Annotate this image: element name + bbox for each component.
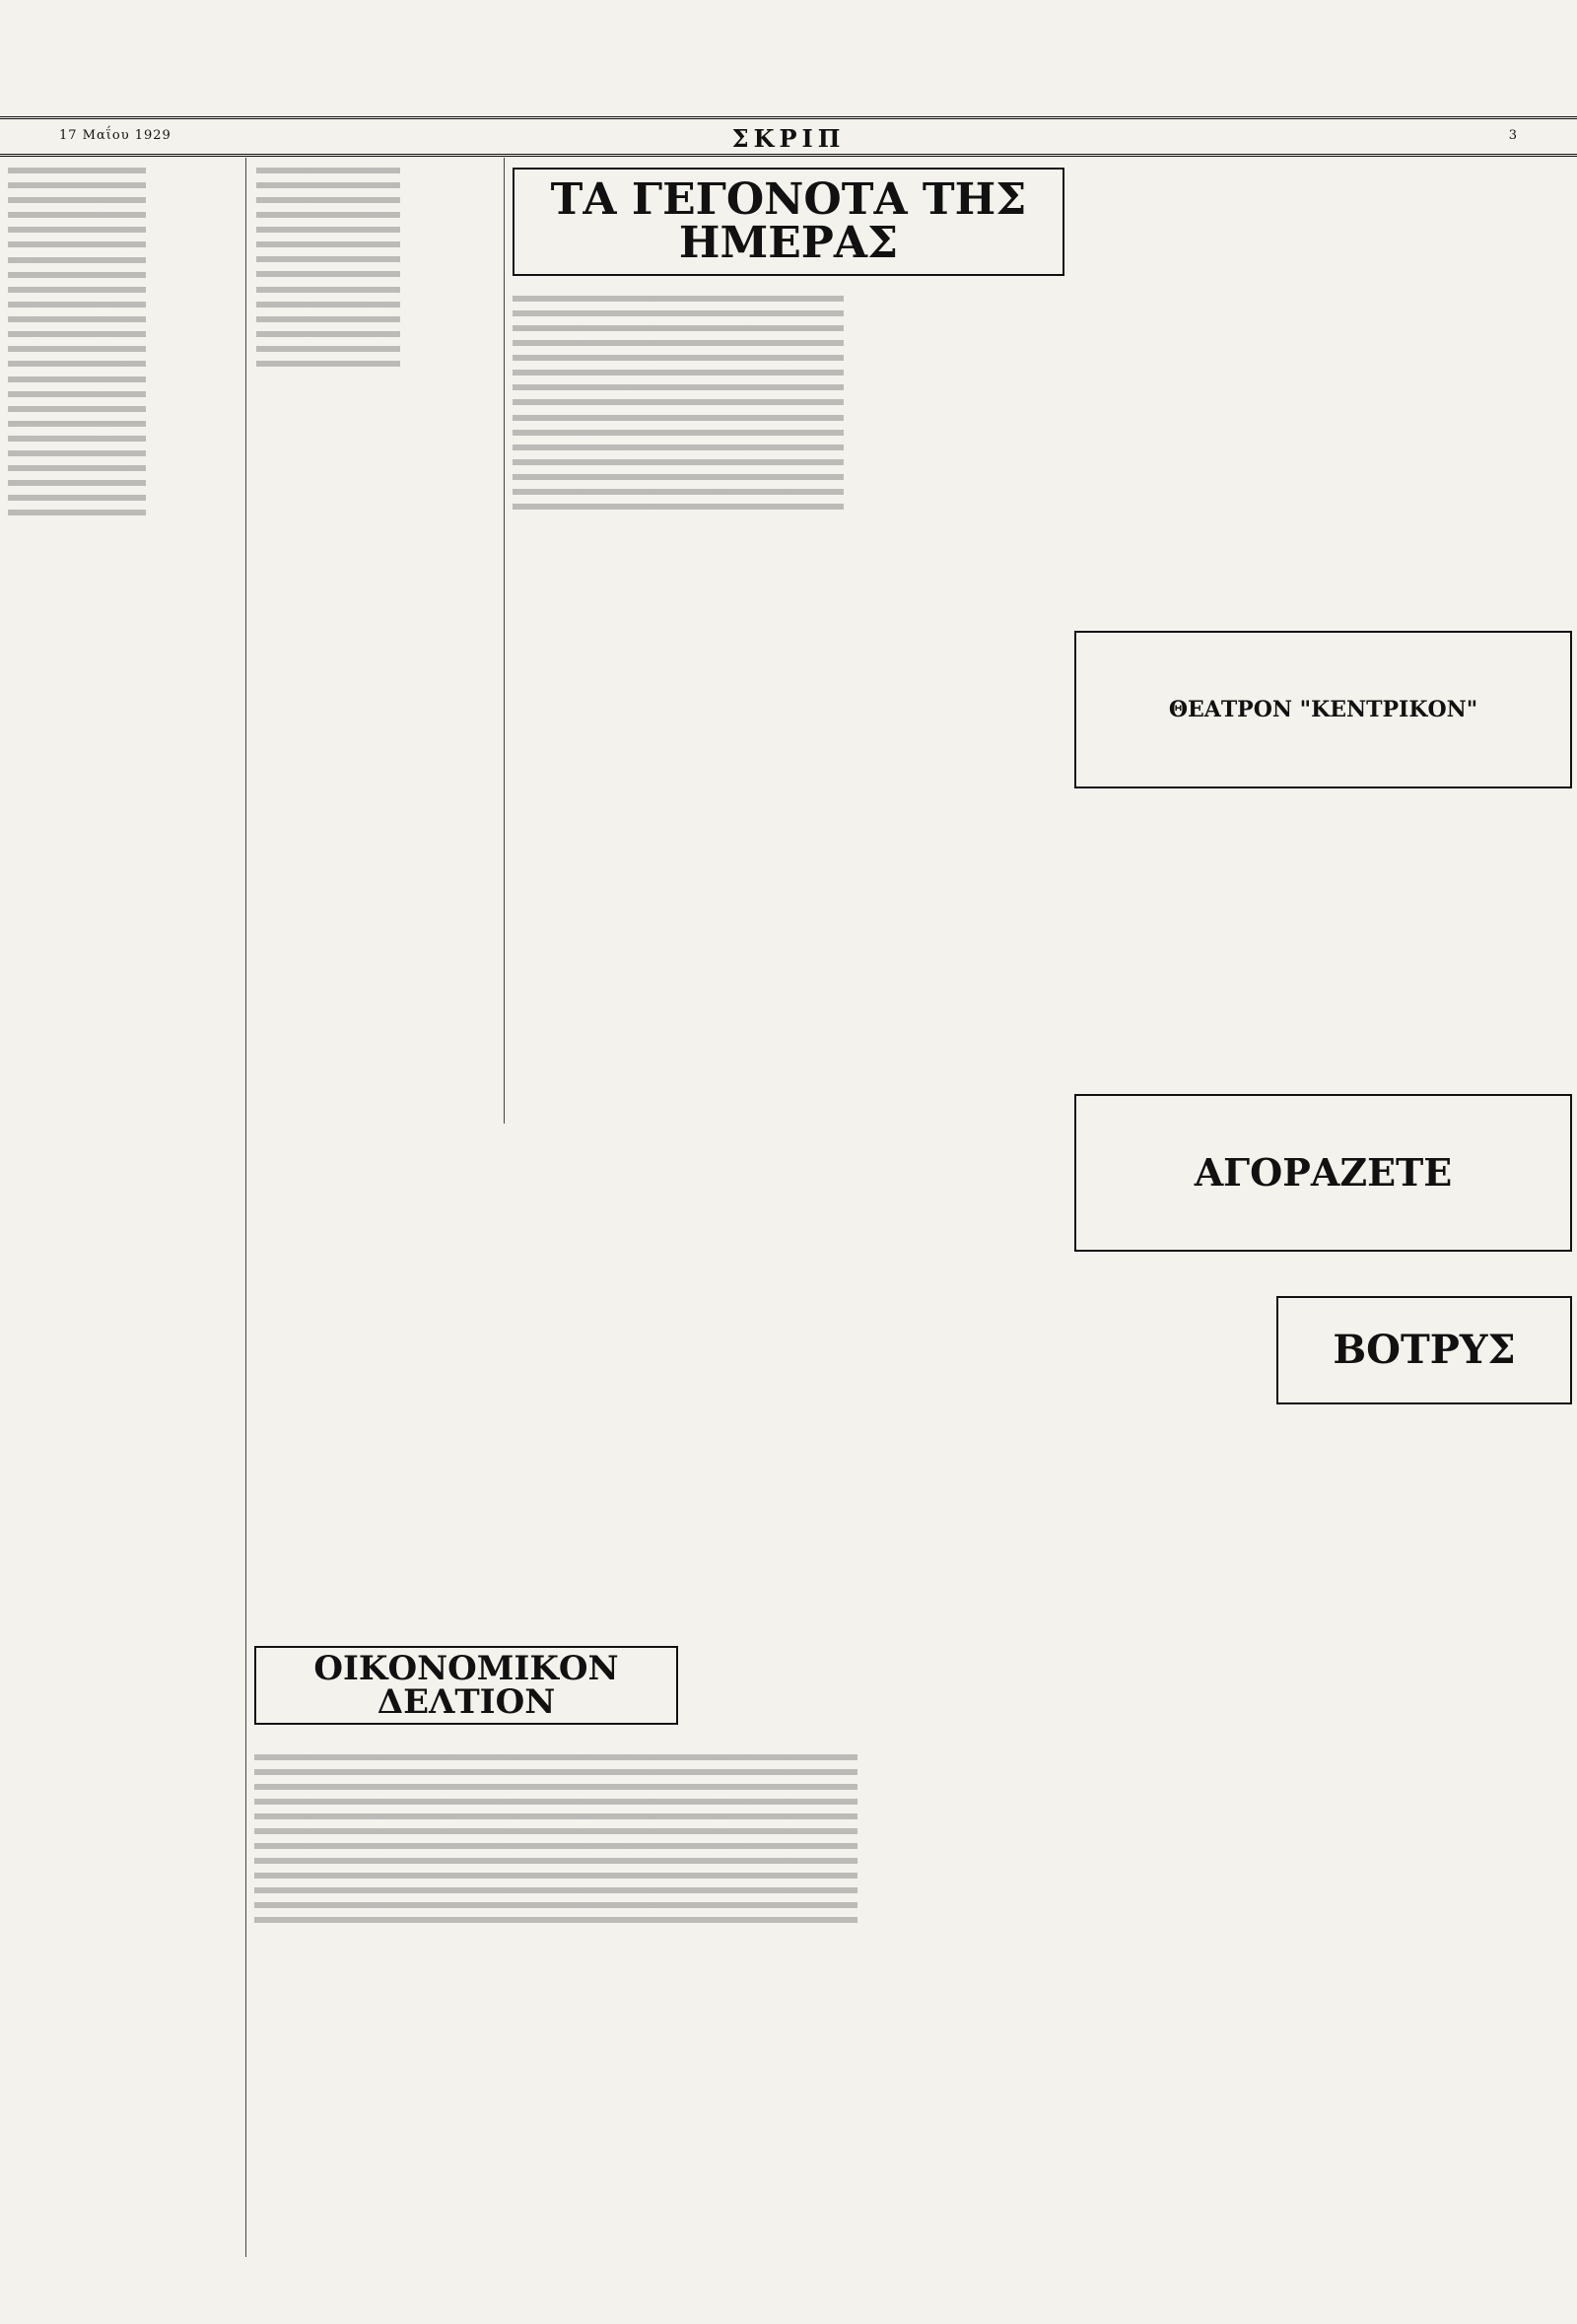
main-headline-box xyxy=(513,168,1064,276)
finance-headline-box xyxy=(254,1646,678,1725)
theatre-headline: ΘΕΑΤΡΟΝ "ΚΕΝΤΡΙΚΟΝ" xyxy=(1168,697,1478,722)
wine-headline: ΒΟΤΡΥΣ xyxy=(1333,1327,1516,1373)
masthead-date: 17 Μαΐου 1929 xyxy=(59,128,171,143)
main-news-text xyxy=(513,286,1064,660)
finance-headline: ΟΙΚΟΝΟΜΙΚΟΝ ΔΕΛΤΙΟΝ xyxy=(313,1649,619,1722)
finance-tables xyxy=(254,1744,1260,2296)
page-number: 3 xyxy=(1508,128,1518,143)
top-rule xyxy=(0,116,1577,119)
masthead xyxy=(0,124,1577,153)
wine-ad xyxy=(1276,1296,1572,1404)
buy-headline: ΑΓΟΡΑΖΕΤΕ xyxy=(1194,1150,1453,1195)
column-2 xyxy=(248,158,505,1124)
masthead-title: ΣΚΡΙΠ xyxy=(731,124,846,153)
column-1 xyxy=(0,158,246,2257)
corset-ad xyxy=(1074,1094,1572,1252)
theatre-ad xyxy=(1074,631,1572,788)
masthead-rule xyxy=(0,154,1577,157)
main-headline: ΤΑ ΓΕΓΟΝΟΤΑ ΤΗΣ ΗΜΕΡΑΣ xyxy=(550,174,1027,268)
